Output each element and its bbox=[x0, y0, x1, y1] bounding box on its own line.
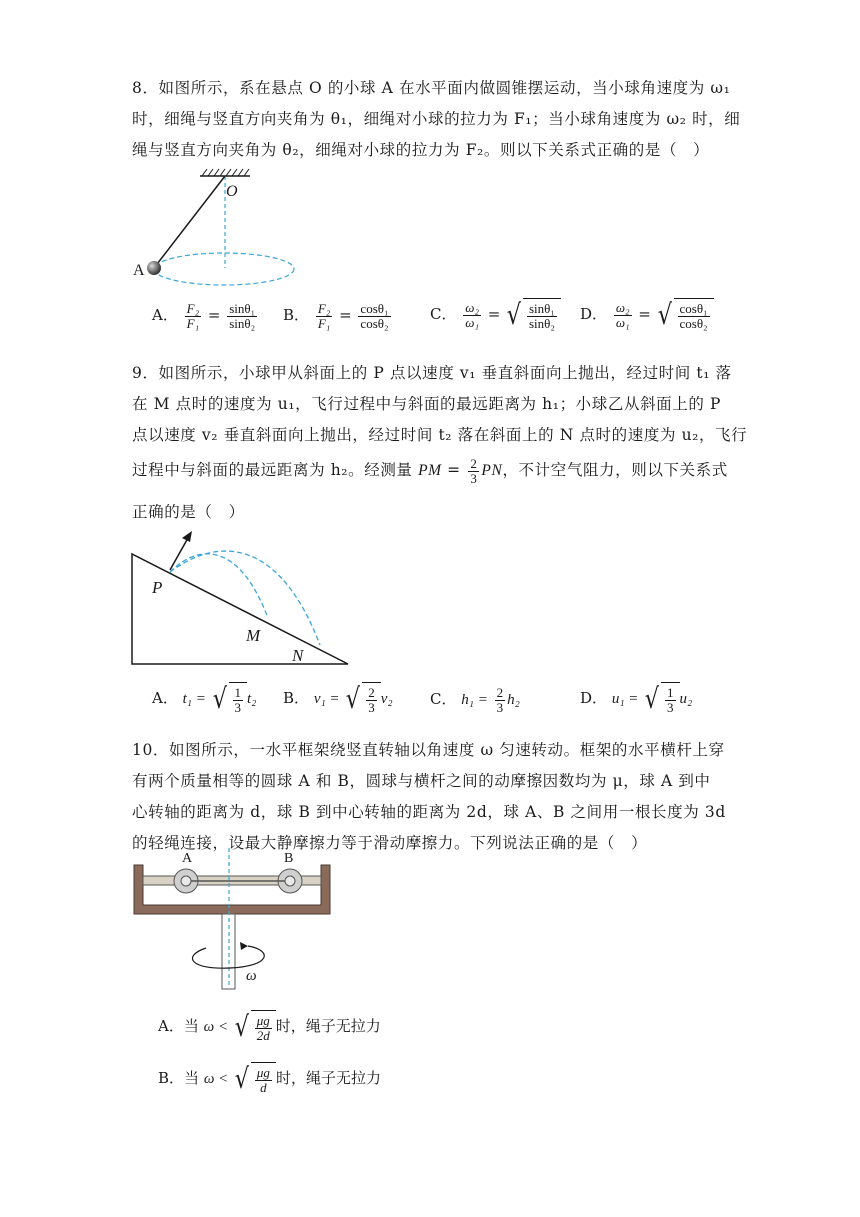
q9-option-C[interactable]: C． h₁ = $\frac{2}{3}$ h₂ bbox=[430, 685, 520, 715]
q10-text-line-2: 有两个质量相等的圆球 A 和 B，圆球与横杆之间的动摩擦因数均为 μ，球 A 到中 bbox=[132, 772, 711, 790]
q8-label-O: O bbox=[226, 183, 238, 200]
q9-option-D[interactable]: D． u₁ = √ $\frac{1}{3}$ u₂ bbox=[580, 682, 693, 715]
q8-text-line-3: 绳与竖直方向夹角为 θ₂，细绳对小球的拉力为 F₂。则以下关系式正确的是（ ） bbox=[132, 141, 710, 159]
q9-label-M: M bbox=[246, 626, 261, 645]
q8-option-C[interactable]: C． $\frac{\text{ω₂}}{\text{ω₁}}$ = √ $\frac{\text{sinθ₁}}{\text{sinθ₂}}$ bbox=[430, 298, 561, 332]
q9-text-line-4: 过程中与斜面的最远距离为 h₂。经测量 PM = $\frac{2}{3}$ PN，不计空气阻力，则以下关系式 bbox=[132, 456, 728, 486]
q9-text-line-5: 正确的是（ ） bbox=[132, 503, 245, 521]
q9-option-B[interactable]: B． v₁ = √ $\frac{2}{3}$ v₂ bbox=[283, 682, 393, 715]
q10-rotating-frame-figure bbox=[130, 848, 335, 993]
q10-label-B: B bbox=[284, 851, 294, 866]
q10-label-omega: ω bbox=[246, 968, 257, 984]
q10-text-line-1: 10．如图所示，一水平框架绕竖直转轴以角速度 ω 匀速转动。框架的水平横杆上穿 bbox=[132, 741, 725, 759]
q9-text-line-3: 点以速度 v₂ 垂直斜面向上抛出，经过时间 t₂ 落在斜面上的 N 点时的速度为 u₂，飞行 bbox=[132, 426, 748, 444]
q10-option-A[interactable]: A．当 ω < √ $\frac{\mu g}{2d}$ 时，绳子无拉力 bbox=[158, 1010, 381, 1043]
q10-label-A: A bbox=[182, 851, 193, 866]
q8-label-A: A bbox=[133, 262, 145, 279]
q10-text-line-3: 心转轴的距离为 d，球 B 到中心转轴的距离为 2d，球 A、B 之间用一根长度为 3d bbox=[132, 803, 726, 821]
q9-label-N: N bbox=[292, 646, 304, 665]
q10-text-line-4: 的轻绳连接，设最大静摩擦力等于滑动摩擦力。下列说法正确的是（ ） bbox=[132, 834, 648, 852]
q8-option-B[interactable]: B． $\frac{\text{F₂}}{\text{F₁}}$ = $\frac{\text{cosθ₁}}{\text{cosθ₂}}$ bbox=[283, 301, 389, 331]
q8-text-line-2: 时，细绳与竖直方向夹角为 θ₁，细绳对小球的拉力为 F₁；当小球角速度为 ω₂ 时，细 bbox=[132, 110, 741, 128]
q10-option-B[interactable]: B．当 ω < √ $\frac{\mu g}{d}$ 时，绳子无拉力 bbox=[158, 1062, 381, 1095]
q8-conical-pendulum-figure bbox=[130, 168, 305, 283]
q8-option-D[interactable]: D． $\frac{\text{ω₂}}{\text{ω₁}}$ = √ $\frac{\text{cosθ₁}}{\text{cosθ₂}}$ bbox=[580, 298, 714, 332]
q8-text-line-1: 8．如图所示，系在悬点 O 的小球 A 在水平面内做圆锥摆运动，当小球角速度为 ω₁ bbox=[132, 79, 731, 97]
q8-option-A[interactable]: A． $\frac{\text{F₂}}{\text{F₁}}$ = $\frac{\text{sinθ₁}}{\text{sinθ₂}}$ bbox=[152, 301, 256, 331]
q9-label-P: P bbox=[152, 578, 163, 597]
q9-incline-figure bbox=[130, 530, 355, 668]
q9-option-A[interactable]: A． t₁ = √ $\frac{1}{3}$ t₂ bbox=[152, 682, 257, 715]
q9-text-line-1: 9．如图所示，小球甲从斜面上的 P 点以速度 v₁ 垂直斜面向上抛出，经过时间 t₁ 落 bbox=[132, 364, 732, 382]
q9-text-line-2: 在 M 点时的速度为 u₁，飞行过程中与斜面的最远距离为 h₁；小球乙从斜面上的 P bbox=[132, 395, 722, 413]
